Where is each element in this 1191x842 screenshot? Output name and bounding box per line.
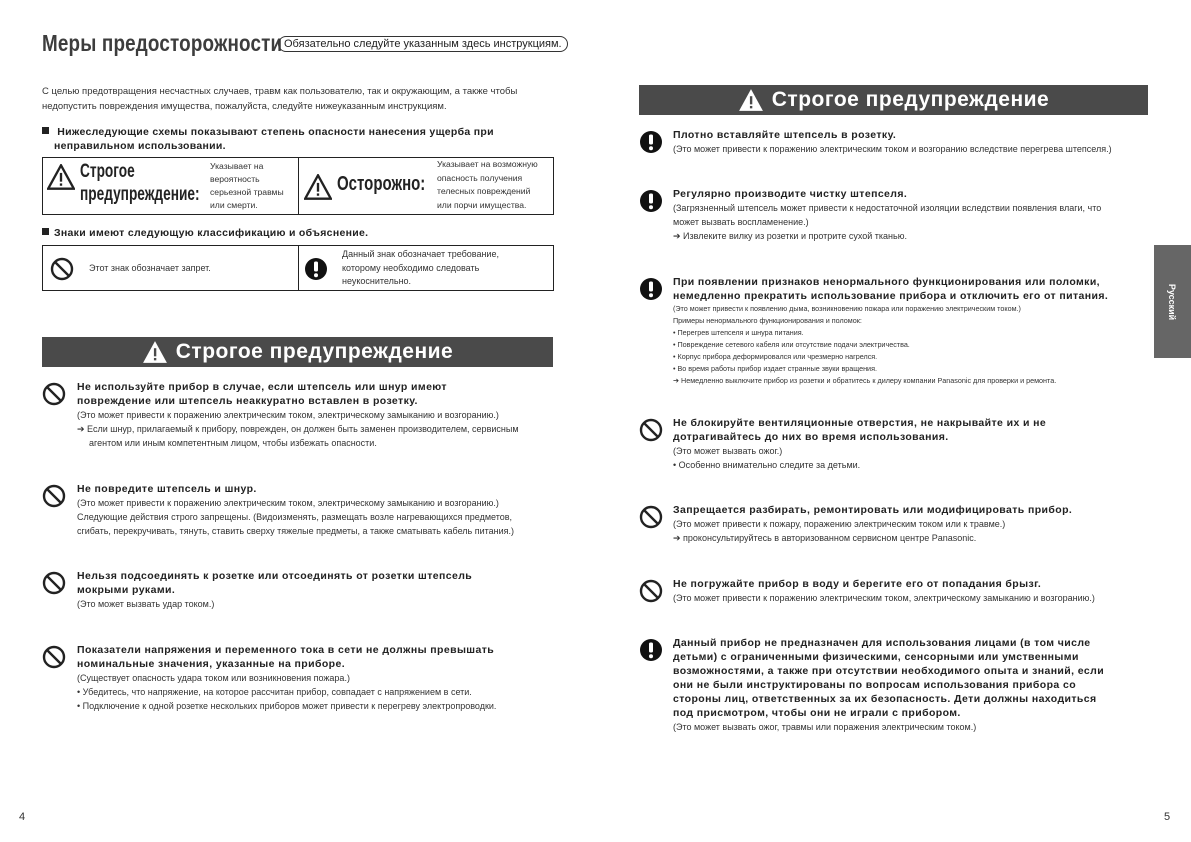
item-body: • Перегрев штепселя и шнура питания. (673, 328, 804, 337)
right-item (639, 128, 1149, 156)
prohibition-icon (42, 571, 66, 595)
mandatory-icon (639, 130, 663, 154)
item-heading: немедленно прекратить использование прибора и отключить его от питания. (673, 290, 1109, 302)
item-body: ➔ проконсультируйтесь в авторизованном сервисном центре Panasonic. (673, 533, 977, 543)
prohibition-icon (42, 484, 66, 508)
item-heading: Регулярно производите чистку штепселя. (673, 188, 908, 200)
mandatory-icon (304, 257, 328, 281)
item-body: • Подключение к одной розетке нескольких приборов может привести к перегреву электропроводки. (77, 701, 497, 711)
desc-line: Указывает на возможную (437, 159, 538, 169)
item-heading: Не повредите штепсель и шнур. (77, 483, 257, 495)
item-body: (Это может привести к поражению электрическим током, электрическому замыканию и возгоранию.) (673, 593, 1095, 603)
symbols-table (42, 245, 554, 291)
warning-triangle-icon (142, 340, 168, 364)
item-body: ➔ Извлеките вилку из розетки и протрите сухой тканью. (673, 231, 907, 241)
mandatory-text (342, 248, 499, 289)
intro-text (42, 85, 542, 114)
item-heading: под присмотром, чтобы они не играли с прибором. (673, 707, 961, 719)
mandatory-icon (639, 189, 663, 213)
item-heading: детьми) с ограниченными физическими, сенсорными или умственными (673, 651, 1079, 663)
item-body: • Во время работы прибор издает странные звуки вращения. (673, 364, 877, 373)
left-item (42, 569, 557, 611)
page-number-right: 5 (1164, 811, 1171, 823)
item-body: сгибать, перекручивать, тянуть, ставить сверху тяжелые предметы, а также сматывать кабель питания.) (77, 526, 515, 536)
desc-line: телесных повреждений (437, 186, 531, 196)
caution-label: Осторожно: (337, 173, 426, 195)
banner-text: Строгое предупреждение (771, 88, 1050, 111)
strict-warning-desc (210, 160, 284, 212)
item-body: • Повреждение сетевого кабеля или отсутствие подачи электричества. (673, 340, 910, 349)
intro-line: С целью предотвращения несчастных случаев, травм как пользователю, так и окружающим, а также чтобы (42, 86, 518, 97)
strict-warning-banner-left (42, 337, 553, 367)
item-body: Следующие действия строго запрещены. (Видоизменять, размещать возле нагревающихся предметов, (77, 512, 513, 522)
item-body: (Это может привести к пожару, поражению электрическим током или к травме.) (673, 519, 1006, 529)
mandatory-icon (639, 277, 663, 301)
right-item (639, 503, 1149, 545)
prohibition-icon (42, 645, 66, 669)
severity-heading (42, 125, 552, 153)
item-heading: Плотно вставляйте штепсель в розетку. (673, 129, 897, 141)
item-body: (Это может привести к поражению электрическим током, электрическому замыканию и возгоранию.) (77, 410, 499, 420)
caution-desc (437, 158, 538, 212)
right-item (639, 416, 1149, 472)
right-item (639, 636, 1149, 734)
warning-triangle-icon (738, 88, 764, 112)
strict-warning-label-line: Строгое (80, 161, 135, 182)
item-body: (Это может вызвать ожог.) (673, 446, 783, 456)
language-tab-label: Русский (1167, 283, 1178, 320)
item-heading: стороны лиц, ответственных за их безопасность. Дети должны находиться (673, 693, 1097, 705)
right-item (639, 187, 1149, 243)
banner-text: Строгое предупреждение (175, 340, 454, 363)
right-item (639, 275, 1159, 387)
left-item (42, 643, 557, 713)
page-title: Меры предосторожности (42, 30, 283, 56)
item-heading: повреждение или штепсель неаккуратно вставлен в розетку. (77, 395, 418, 407)
warning-triangle-icon (47, 164, 75, 190)
desc-line: опасность получения (437, 172, 523, 183)
item-body: (Существует опасность удара током или возникновения пожара.) (77, 673, 350, 683)
item-heading: возможностями, а также при отсутствии необходимого опыта и знаний, если (673, 665, 1105, 677)
item-body: (Это может вызвать ожог, травмы или поражения электрическим током.) (673, 722, 977, 732)
item-body: (Это может вызвать удар током.) (77, 599, 215, 609)
item-body: Примеры ненормального функционирования и поломок: (673, 316, 862, 325)
prohibition-icon (639, 505, 663, 529)
item-heading: номинальные значения, указанные на приборе. (77, 658, 346, 670)
symbols-heading: Знаки имеют следующую классификацию и объяснение. (42, 226, 368, 240)
item-heading: Не погружайте прибор в воду и берегите его от попадания брызг. (673, 578, 1042, 590)
item-heading: мокрыми руками. (77, 584, 176, 596)
prohibition-icon (50, 257, 74, 281)
prohibition-icon (639, 418, 663, 442)
item-body: (Это может привести к появлению дыма, возникновению пожара или поражению электрическим током.) (673, 304, 1021, 313)
severity-table (42, 157, 554, 215)
item-body: ➔ Если шнур, прилагаемый к прибору, поврежден, он должен быть заменен производителем, сервисным (77, 424, 519, 434)
mandatory-line: Данный знак обозначает требование, (342, 249, 499, 259)
item-body: (Это может привести к поражению электрическим током и возгоранию вследствие перегрева штепселя.) (673, 144, 1112, 154)
left-item (42, 380, 557, 450)
intro-line: недопустить повреждения имущества, пожалуйста, следуйте нижеуказанным инструкциям. (42, 100, 447, 112)
caution-triangle-icon (304, 174, 332, 200)
page-number-left: 4 (19, 811, 26, 823)
item-body: • Корпус прибора деформировался или чрезмерно нагрелся. (673, 352, 878, 361)
mandatory-line: неукоснительно. (342, 276, 412, 286)
item-heading: Запрещается разбирать, ремонтировать или модифицировать прибор. (673, 504, 1073, 516)
item-body: может вызвать воспламенение.) (673, 217, 809, 227)
item-heading: Нельзя подсоединять к розетке или отсоединять от розетки штепсель (77, 570, 473, 582)
item-heading: Не используйте прибор в случае, если штепсель или шнур имеют (77, 381, 447, 393)
mandatory-icon (639, 638, 663, 662)
desc-line: вероятность (210, 174, 260, 184)
item-body: (Загрязненный штепсель может привести к недостаточной изоляции вследствии появления влаги, что (673, 203, 1102, 213)
item-heading: Данный прибор не предназначен для использования лицами (в том числе (673, 637, 1091, 649)
left-item (42, 482, 557, 538)
item-heading: При появлении признаков ненормального функционирования или поломки, (673, 276, 1100, 288)
severity-heading-line: неправильном использовании. (54, 140, 226, 152)
item-heading: Не блокируйте вентиляционные отверстия, не накрывайте их и не (673, 417, 1047, 429)
strict-warning-label-line: предупреждение: (80, 184, 200, 205)
item-body: • Убедитесь, что напряжение, на которое рассчитан прибор, совпадает с напряжением в сети. (77, 687, 472, 697)
desc-line: или смерти. (210, 200, 258, 210)
strict-warning-label (80, 160, 200, 206)
item-body: • Особенно внимательно следите за детьми. (673, 460, 861, 470)
desc-line: Указывает на (210, 161, 264, 171)
desc-line: или порчи имущества. (437, 199, 527, 210)
mandatory-line: которому необходимо следовать (342, 262, 480, 273)
item-body: агентом или иным компетентным лицом, чтобы избежать опасности. (89, 438, 377, 448)
severity-heading-line: Нижеследующие схемы показывают степень опасности нанесения ущерба при (57, 126, 494, 138)
strict-warning-banner-right (639, 85, 1148, 115)
item-body: ➔ Немедленно выключите прибор из розетки и обратитесь к дилеру компании Panasonic для проверки и ремонта. (673, 376, 1057, 385)
prohibit-text: Этот знак обозначает запрет. (89, 263, 211, 273)
item-heading: Показатели напряжения и переменного тока в сети не должны превышать (77, 644, 495, 656)
prohibition-icon (639, 579, 663, 603)
item-heading: дотрагивайтесь до них во время использования. (673, 431, 949, 443)
prohibition-icon (42, 382, 66, 406)
subtitle-instruction: Обязательно следуйте указанным здесь инструкциям. (278, 36, 568, 52)
item-body: (Это может привести к поражению электрическим током, электрическому замыканию и возгоранию.) (77, 498, 499, 508)
item-heading: они не были инструктированы по вопросам использования прибора со (673, 679, 1077, 691)
right-item (639, 577, 1149, 605)
language-tab (1154, 245, 1191, 358)
desc-line: серьезной травмы (210, 187, 284, 197)
